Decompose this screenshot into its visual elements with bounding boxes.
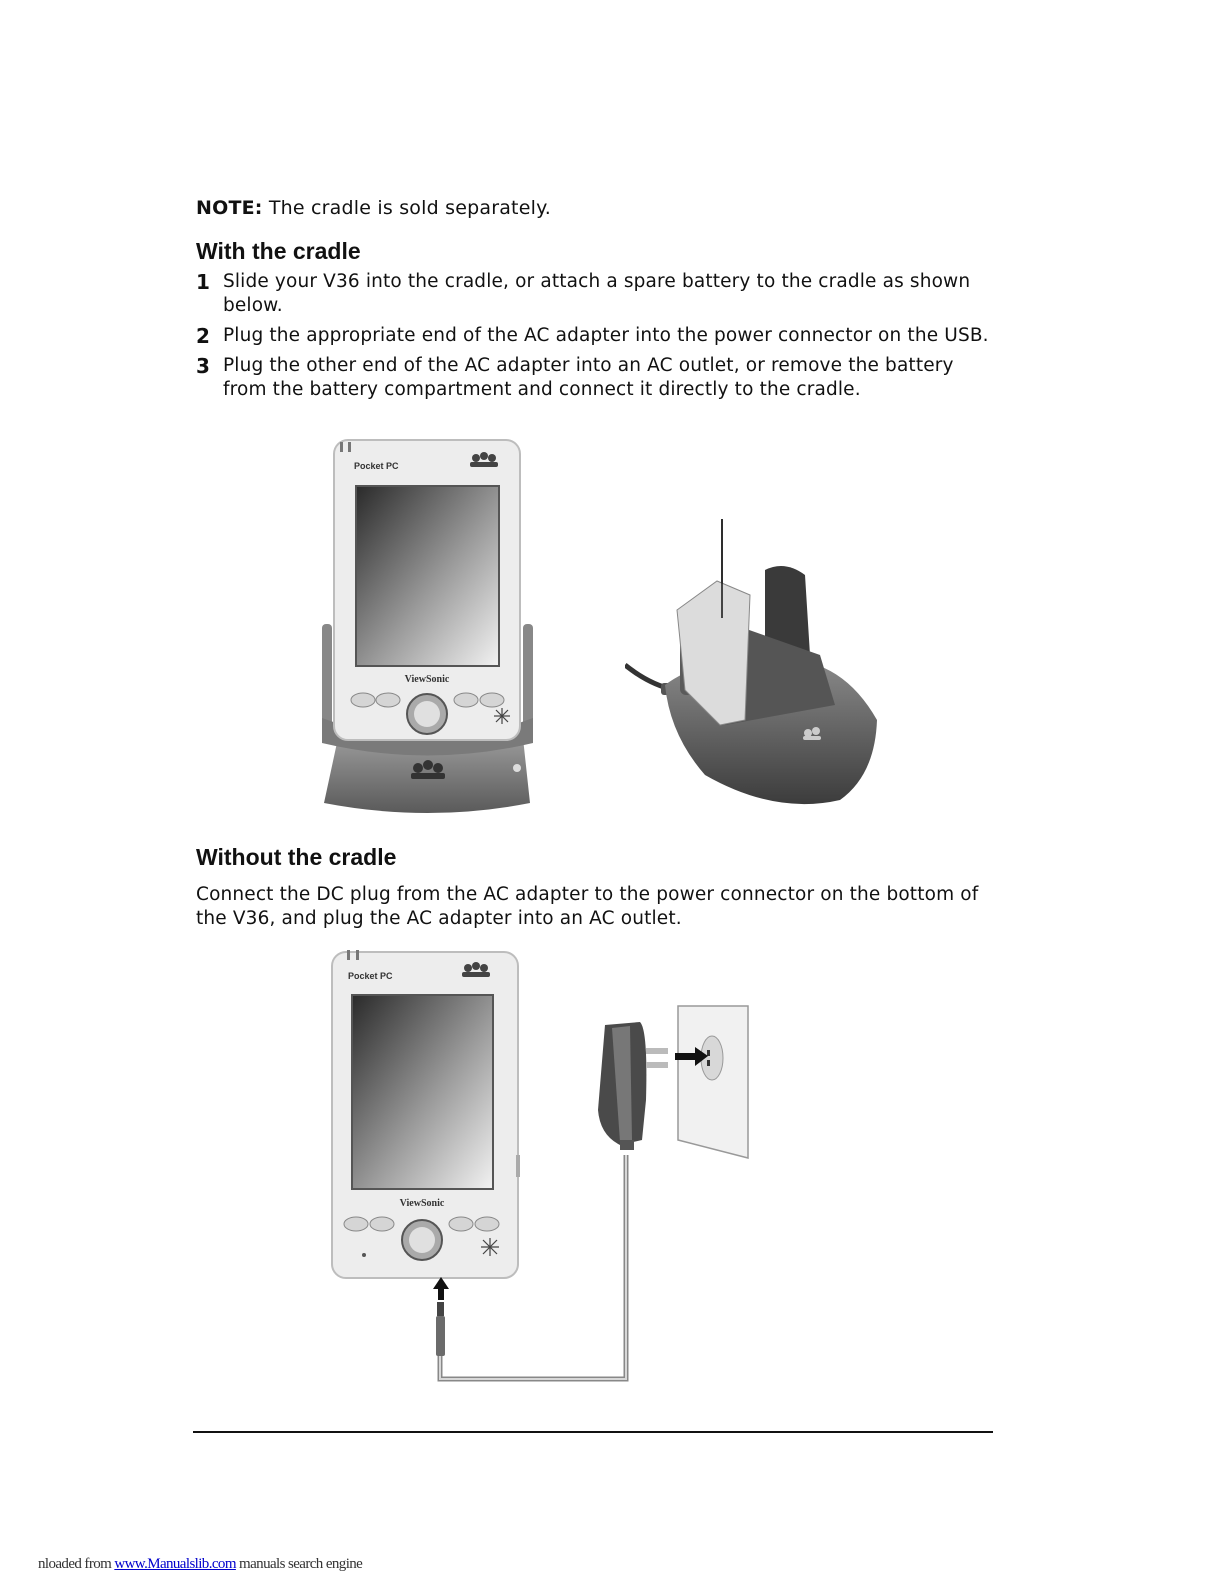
pocketpc-in-cradle-illustration (318, 438, 543, 820)
ac-adapter-connection-illustration (330, 950, 760, 1400)
steps-list (196, 270, 996, 408)
without-cradle-paragraph: Connect the DC plug from the AC adapter to the power connector on the bottom of the V36, and plug the AC adapter into an AC outlet. (196, 884, 979, 929)
footer-prefix: nloaded from (38, 1556, 115, 1572)
footer-line (38, 1556, 362, 1573)
note-label: NOTE: (196, 197, 263, 219)
step-item (196, 354, 996, 402)
brand-bottom-label: ViewSonic (399, 1198, 445, 1209)
step-number: 3 (196, 354, 211, 378)
heading-without-cradle: Without the cradle (196, 844, 397, 870)
footer-suffix: manuals search engine (235, 1556, 363, 1572)
step-number: 2 (196, 324, 211, 348)
manualslib-link[interactable]: www.Manualslib.com (114, 1556, 236, 1572)
step-item (196, 324, 996, 348)
note-text: The cradle is sold separately. (268, 197, 552, 219)
heading-with-cradle: With the cradle (196, 238, 361, 264)
brand-top-label: Pocket PC (354, 461, 399, 471)
brand-top-label: Pocket PC (348, 971, 393, 981)
note-line (196, 197, 551, 219)
step-text: Plug the appropriate end of the AC adapter into the power connector on the USB. (223, 325, 989, 346)
step-text: Slide your V36 into the cradle, or attach a spare battery to the cradle as shown below. (223, 271, 971, 316)
footer-rule (193, 1431, 993, 1433)
step-item (196, 270, 996, 318)
cradle-with-battery-illustration (625, 515, 893, 815)
step-text: Plug the other end of the AC adapter into an AC outlet, or remove the battery from the battery compartment and connect it directly to the cradle. (223, 355, 954, 400)
brand-bottom-label: ViewSonic (404, 674, 450, 685)
step-number: 1 (196, 270, 211, 294)
